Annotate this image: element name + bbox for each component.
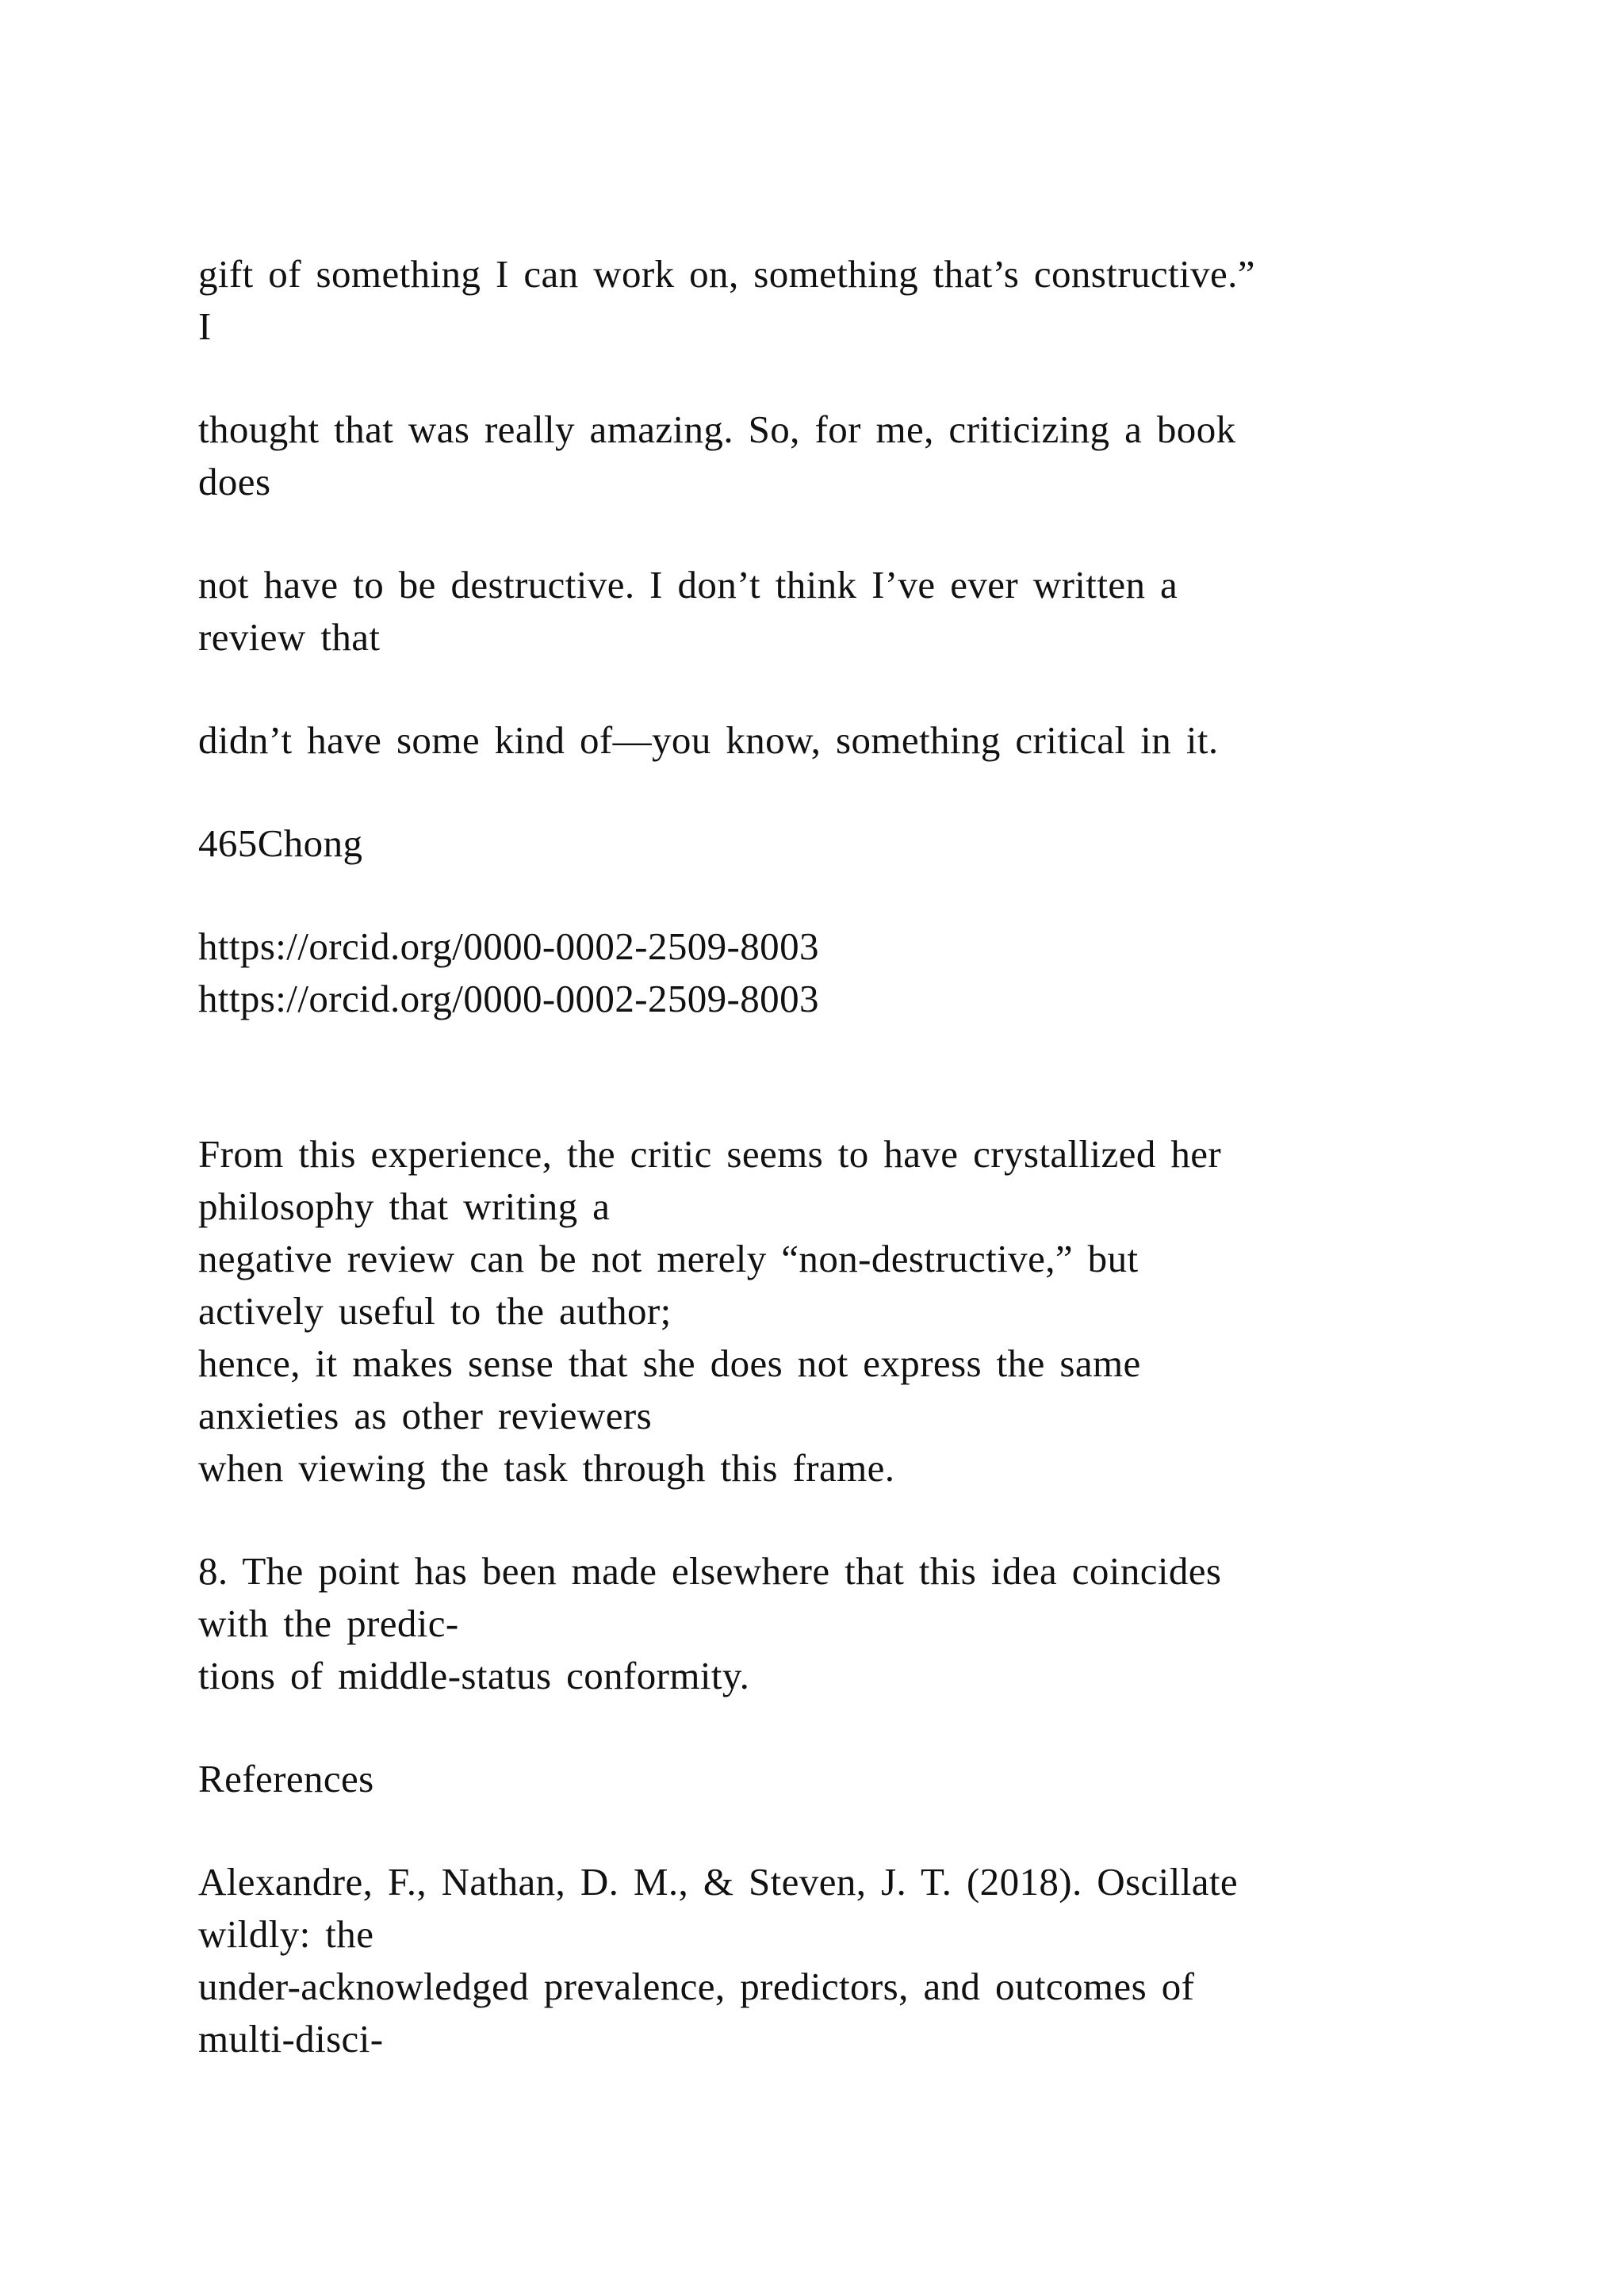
footnote-line: 8. The point has been made elsewhere that this idea coincides [198,1549,1222,1593]
orcid-link[interactable]: https://orcid.org/0000-0002-2509-8003 [198,977,819,1020]
text-line: negative review can be not merely “non-destructive,” but [198,1237,1139,1280]
text-line: actively useful to the author; [198,1289,672,1333]
text-line: thought that was really amazing. So, for me, criticizing a book [198,408,1236,451]
footnote-line: with the predic- [198,1601,459,1645]
text-line: I [198,304,212,348]
text-line: philosophy that writing a [198,1184,611,1228]
reference-line: multi-disci- [198,2017,384,2061]
text-line: gift of something I can work on, something that’s constructive.” [198,252,1255,296]
text-line: didn’t have some kind of—you know, something critical in it. [198,718,1219,762]
text-line: review that [198,615,381,659]
footnote-line: tions of middle-status conformity. [198,1654,750,1697]
orcid-link[interactable]: https://orcid.org/0000-0002-2509-8003 [198,924,819,968]
reference-line: wildly: the [198,1912,374,1956]
text-line: From this experience, the critic seems to have crystallized her [198,1132,1222,1176]
text-line: when viewing the task through this frame. [198,1446,895,1490]
text-line: not have to be destructive. I don’t think I’ve ever written a [198,563,1178,607]
text-line: hence, it makes sense that she does not express the same [198,1341,1141,1385]
reference-line: Alexandre, F., Nathan, D. M., & Steven, J. T. (2018). Oscillate [198,1860,1239,1904]
references-heading: References [198,1757,374,1800]
text-line: does [198,460,271,503]
reference-line: under-acknowledged prevalence, predictors, and outcomes of [198,1965,1195,2008]
page-header: 465Chong [198,821,363,865]
text-line: anxieties as other reviewers [198,1394,653,1437]
